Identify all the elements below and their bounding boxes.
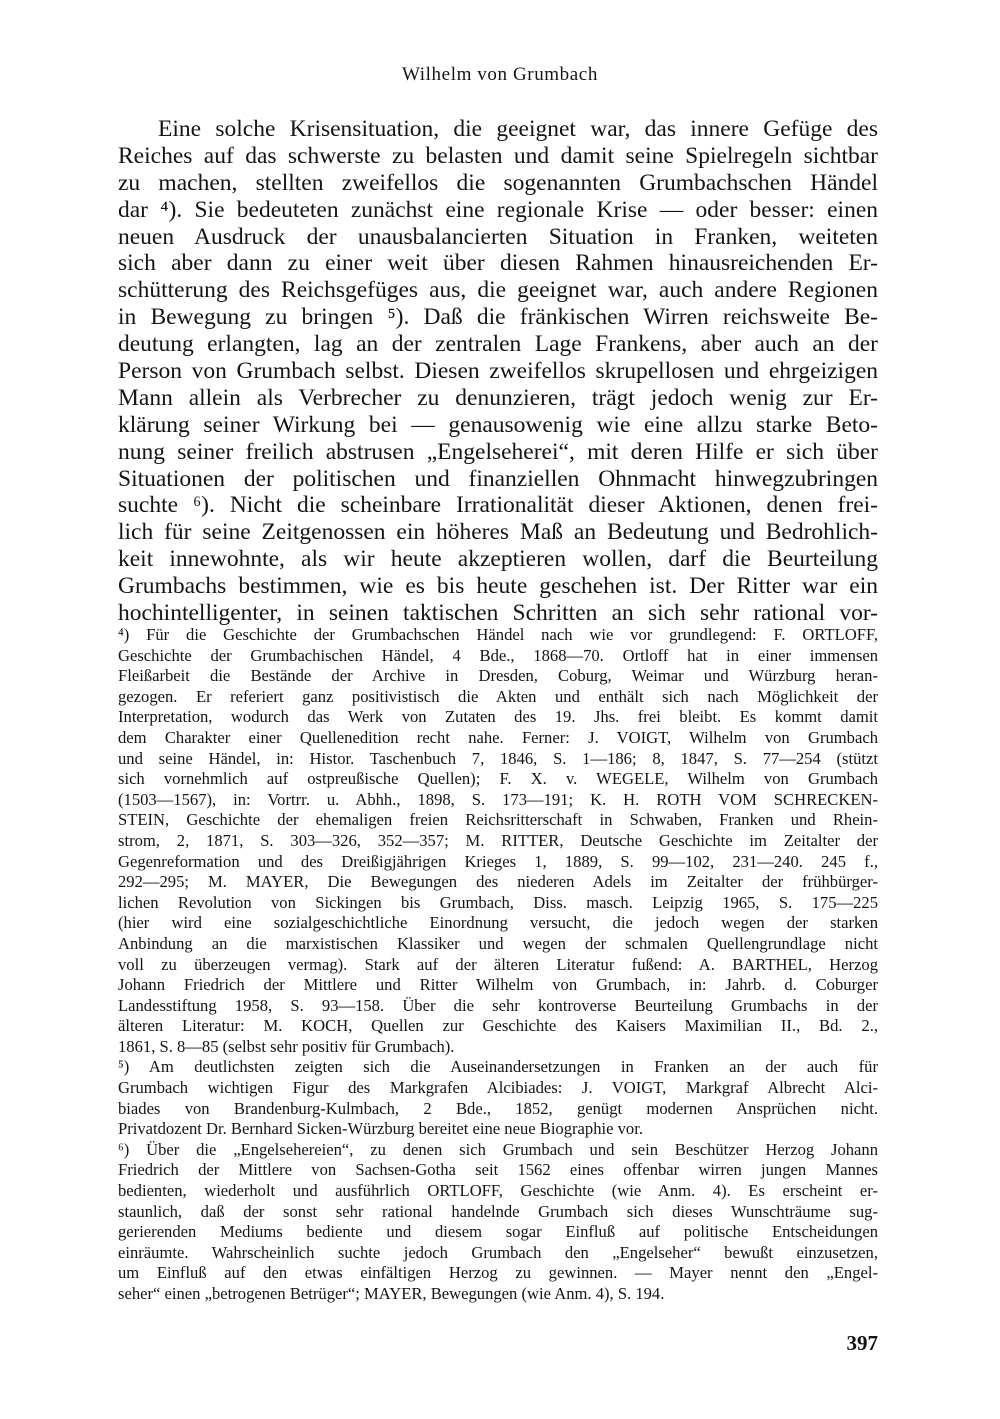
footnote-line: 292—295; M. MAYER, Die Bewegungen des niederen Adels im Zeitalter der frühbürger- (118, 872, 878, 892)
footnote-line: Friedrich der Mittlere von Sachsen-Gotha seit 1562 eines offenbar wirren jungen Mannes (118, 1160, 878, 1180)
footnote-line: Interpretation, wodurch das Werk von Zutaten des 19. Jhs. frei bleibt. Es kommt damit (118, 707, 878, 727)
body-line: dar ⁴). Sie bedeuteten zunächst eine regionale Krise — oder besser: einen (118, 196, 878, 223)
body-line: Reiches auf das schwerste zu belasten und damit seine Spielregeln sichtbar (118, 142, 878, 169)
body-text (118, 116, 878, 627)
footnote-line: ⁵) Am deutlichsten zeigten sich die Auseinandersetzungen in Franken an der auch für (118, 1057, 878, 1077)
footnote-line: lichen Revolution von Sickingen bis Grumbach, Diss. masch. Leipzig 1965, S. 175—225 (118, 892, 878, 912)
body-line: Person von Grumbach selbst. Diesen zweifellos skrupellosen und ehrgeizigen (118, 358, 878, 385)
body-line: hochintelligenter, in seinen taktischen Schritten an sich sehr rational vor- (118, 600, 878, 627)
footnote-line: 1861, S. 8—85 (selbst sehr positiv für Grumbach). (118, 1036, 455, 1056)
body-line: in Bewegung zu bringen ⁵). Daß die fränkischen Wirren reichsweite Be- (118, 304, 878, 331)
footnote-line: voll zu überzeugen vermag). Stark auf der älteren Literatur fußend: A. BARTHEL, Herzog (118, 954, 878, 974)
footnote-line: dem Charakter einer Quellenedition recht nahe. Ferner: J. VOIGT, Wilhelm von Grumbach (118, 727, 878, 747)
body-line: Eine solche Krisensituation, die geeignet war, das innere Gefüge des (158, 116, 878, 142)
running-head: Wilhelm von Grumbach (402, 64, 598, 85)
footnote-line: bedienten, wiederholt und ausführlich ORTLOFF, Geschichte (wie Anm. 4). Es erscheint er- (118, 1181, 878, 1201)
body-line: keit innewohnte, als wir heute akzeptieren wollen, darf die Beurteilung (118, 546, 878, 573)
footnote-line: Fleißarbeit die Bestände der Archive in Dresden, Coburg, Weimar und Würzburg heran- (118, 666, 878, 686)
body-line: neuen Ausdruck der unausbalancierten Situation in Franken, weiteten (118, 223, 878, 250)
footnote-line: ⁴) Für die Geschichte der Grumbachschen Händel nach wie vor grundlegend: F. ORTLOFF, (118, 625, 878, 644)
body-line: Situationen der politischen und finanziellen Ohnmacht hinwegzubringen (118, 465, 878, 492)
page-number: 397 (846, 1331, 878, 1355)
footnote-line: sich vornehmlich auf ostpreußische Quellen); F. X. v. WEGELE, Wilhelm von Grumbach (118, 769, 878, 789)
footnote-line: strom, 2, 1871, S. 303—326, 352—357; M. RITTER, Deutsche Geschichte im Zeitalter der (118, 830, 878, 850)
footnote-line: Johann Friedrich der Mittlere und Ritter Wilhelm von Grumbach, in: Jahrb. d. Coburger (118, 975, 878, 995)
body-line: lich für seine Zeitgenossen ein höheres Maß an Bedeutung und Bedrohlich- (118, 519, 878, 546)
body-line: klärung seiner Wirkung bei — genausowenig wie eine allzu starke Beto- (118, 411, 878, 438)
footnotes (118, 625, 878, 1305)
footnote-line: Geschichte der Grumbachischen Händel, 4 Bde., 1868—70. Ortloff hat in einer immensen (118, 645, 878, 665)
footnote-line: seher“ einen „betrogenen Betrüger“; MAYER, Bewegungen (wie Anm. 4), S. 194. (118, 1284, 665, 1303)
footnote-line: und seine Händel, in: Histor. Taschenbuch 7, 1846, S. 1—186; 8, 1847, S. 77—254 (stützt (118, 748, 878, 768)
footnote-line: Anbindung an die marxistischen Klassiker und wegen der schmalen Quellengrundlage nicht (118, 933, 878, 953)
body-line: nung seiner freilich abstrusen „Engelseherei“, mit deren Hilfe er sich über (118, 438, 878, 465)
footnote-line: (1503—1567), in: Vortrr. u. Abhh., 1898, S. 173—191; K. H. ROTH VOM SCHRECKEN- (118, 789, 878, 809)
footnote-line: ⁶) Über die „Engelsehereien“, zu denen sich Grumbach und sein Beschützer Herzog Johann (118, 1139, 878, 1159)
footnote-line: STEIN, Geschichte der ehemaligen freien Reichsritterschaft in Schwaben, Franken und Rhein- (118, 810, 878, 830)
body-line: suchte ⁶). Nicht die scheinbare Irrationalität dieser Aktionen, denen frei- (118, 492, 878, 519)
footnote-line: Landesstiftung 1958, S. 93—158. Über die sehr kontroverse Beurteilung Grumbachs in der (118, 995, 878, 1015)
body-line: Grumbachs bestimmen, wie es bis heute geschehen ist. Der Ritter war ein (118, 573, 878, 600)
footnote-line: (hier wird eine sozialgeschichtliche Einordnung versucht, die jedoch wegen der starken (118, 913, 878, 933)
footnote-line: Gegenreformation und des Dreißigjährigen Krieges 1, 1889, S. 99—102, 231—240. 245 f., (118, 851, 878, 871)
footnote-line: älteren Literatur: M. KOCH, Quellen zur Geschichte des Kaisers Maximilian II., Bd. 2., (118, 1016, 878, 1036)
footnote-line: Grumbach wichtigen Figur des Markgrafen Alcibiades: J. VOIGT, Markgraf Albrecht Alci- (118, 1078, 878, 1098)
body-line: deutung erlangten, lag an der zentralen Lage Frankens, aber auch an der (118, 331, 878, 358)
footnote-line: einräumte. Wahrscheinlich suchte jedoch Grumbach den „Engelseher“ bewußt einzusetzen, (118, 1242, 878, 1262)
footnote-line: um Einfluß auf den etwas einfältigen Herzog zu gewinnen. — Mayer nennt den „Engel- (118, 1263, 878, 1283)
footnote-line: staunlich, daß der sonst sehr rational handelnde Grumbach sich dieses Wunschträume sug- (118, 1201, 878, 1221)
body-line: schütterung des Reichsgefüges aus, die geeignet war, auch andere Regionen (118, 277, 878, 304)
footnote-line: biades von Brandenburg-Kulmbach, 2 Bde., 1852, genügt modernen Ansprüchen nicht. (118, 1098, 878, 1118)
footnote-line: Privatdozent Dr. Bernhard Sicken-Würzburg bereitet eine neue Biographie vor. (118, 1119, 643, 1139)
body-line: sich aber dann zu einer weit über diesen Rahmen hinausreichenden Er- (118, 250, 878, 277)
body-line: zu machen, stellten zweifellos die sogenannten Grumbachschen Händel (118, 169, 878, 196)
body-line: Mann allein als Verbrecher zu denunzieren, trägt jedoch wenig zur Er- (118, 384, 878, 411)
footnote-line: gerierenden Mediums bediente und diesem sogar Einfluß auf politische Entscheidungen (118, 1222, 878, 1242)
footnote-line: gezogen. Er referiert ganz positivistisch die Akten und enthält sich nach Möglichkeit der (118, 686, 878, 706)
